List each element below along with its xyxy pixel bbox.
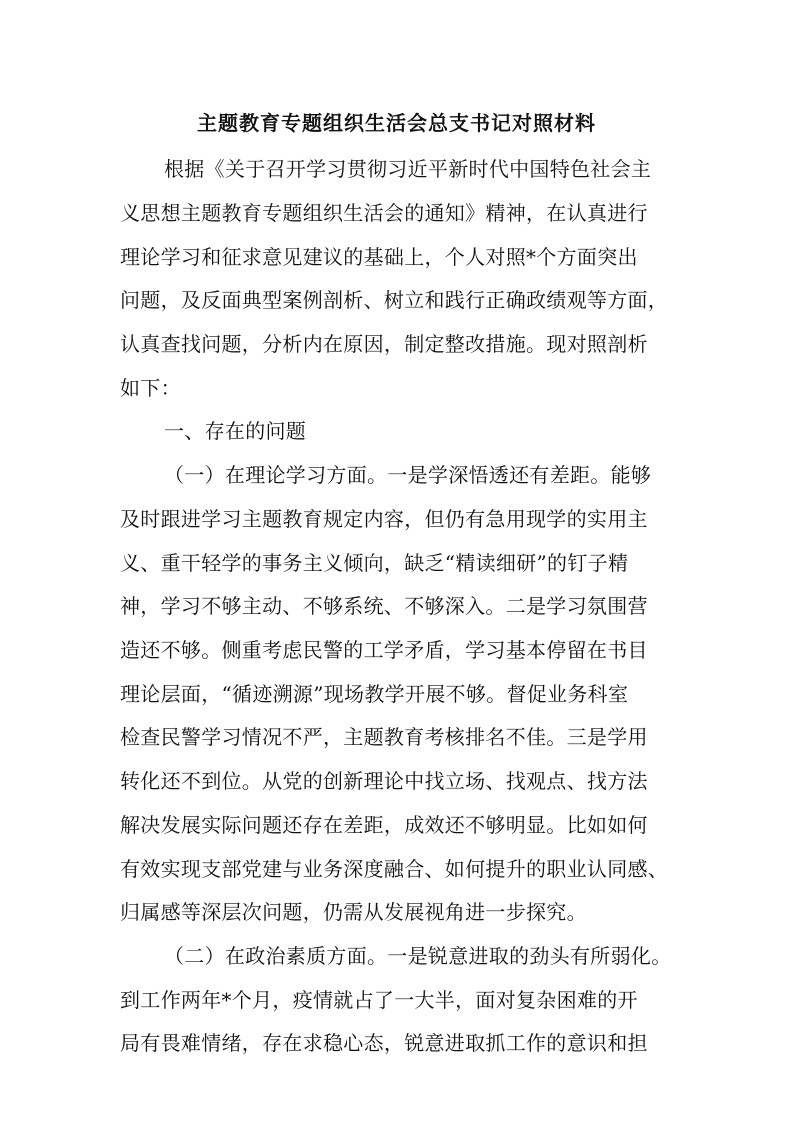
section-heading: 一、存在的问题 [164,419,307,443]
paragraph-line: 有效实现支部党建与业务深度融合、如何提升的职业认同感、 [120,857,669,881]
paragraph-line: 神，学习不够主动、不够系统、不够深入。二是学习氛围营 [120,594,648,618]
paragraph-line: 义思想主题教育专题组织生活会的通知》精神，在认真进行 [120,201,648,225]
paragraph-line: 转化还不到位。从党的创新理论中找立场、找观点、找方法 [120,769,648,793]
paragraph-line: 认真查找问题，分析内在原因，制定整改措施。现对照剖析 [120,332,648,356]
paragraph-line: 及时跟进学习主题教育规定内容，但仍有急用现学的实用主 [120,507,648,531]
paragraph-line: 局有畏难情绪，存在求稳心态，锐意进取抓工作的意识和担 [120,1031,648,1055]
paragraph-line: （一）在理论学习方面。一是学深悟透还有差距。能够 [164,463,652,487]
paragraph-line: 归属感等深层次问题，仍需从发展视角进一步探究。 [120,900,587,924]
paragraph-line: 根据《关于召开学习贯彻习近平新时代中国特色社会主 [164,157,652,181]
paragraph-line: 理论学习和征求意见建议的基础上，个人对照*个方面突出 [120,245,638,269]
paragraph-line: （二）在政治素质方面。一是锐意进取的劲头有所弱化。 [164,944,672,968]
paragraph-line: 理论层面，“循迹溯源”现场教学开展不够。督促业务科室 [120,682,629,706]
document-title: 主题教育专题组织生活会总支书记对照材料 [197,111,596,135]
paragraph-line: 检查民警学习情况不严，主题教育考核排名不佳。三是学用 [120,725,648,749]
paragraph-line: 义、重干轻学的事务主义倾向，缺乏“精读细研”的钉子精 [120,551,629,575]
paragraph-line: 如下： [120,376,181,400]
paragraph-line: 造还不够。侧重考虑民警的工学矛盾，学习基本停留在书目 [120,638,648,662]
paragraph-line: 问题，及反面典型案例剖析、树立和践行正确政绩观等方面， [120,288,669,312]
paragraph-line: 解决发展实际问题还存在差距，成效还不够明显。比如如何 [120,813,648,837]
paragraph-line: 到工作两年*个月，疫情就占了一大半，面对复杂困难的开 [120,988,638,1012]
